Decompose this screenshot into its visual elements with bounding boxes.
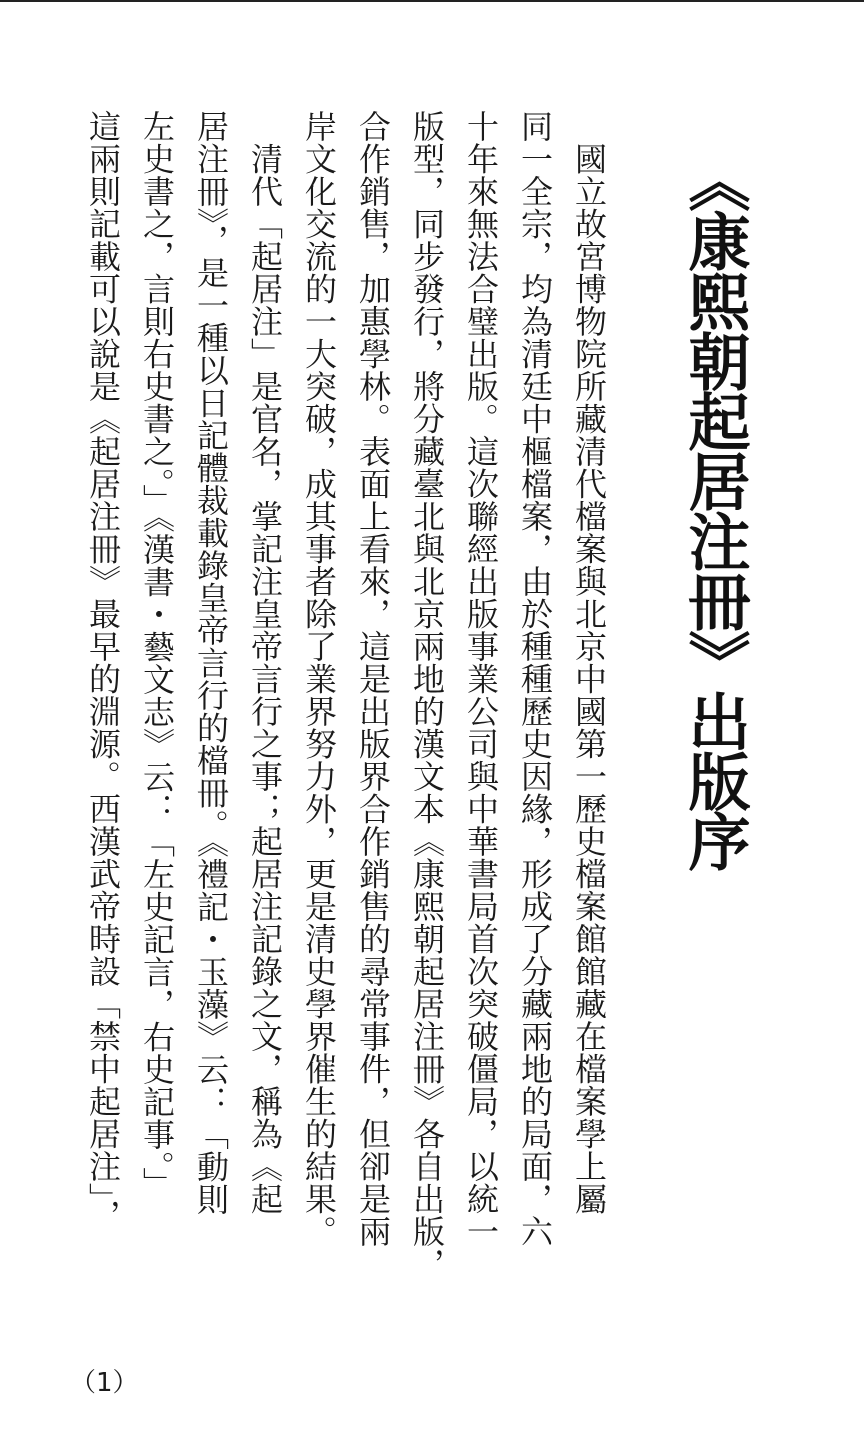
page-number: （1） <box>70 1368 139 1398</box>
text-column: 岸文化交流的一大突破，成其事者除了業界努力外，更是清史學界催生的結果。 <box>300 110 338 1248</box>
page-title: 《康熙朝起居注冊》出版序 <box>678 150 751 870</box>
text-column: 這兩則記載可以說是《起居注冊》最早的淵源。西漢武帝時設「禁中起居注」， <box>84 110 122 1232</box>
text-column: 國立故宮博物院所藏清代檔案與北京中國第一歷史檔案館館藏在檔案學上屬 <box>570 110 608 1215</box>
text-column: 清代「起居注」是官名，掌記注皇帝言行之事；起居注記錄之文，稱為《起 <box>246 110 284 1215</box>
text-column: 左史書之，言則右史書之。」《漢書・藝文志》云：「左史記言，右史記事。」 <box>138 110 176 1200</box>
text-column: 居注冊》，是一種以日記體裁載錄皇帝言行的檔冊。《禮記・玉藻》云：「動則 <box>192 110 230 1216</box>
text-column: 版型，同步發行，將分藏臺北與北京兩地的漢文本《康熙朝起居注冊》各自出版， <box>408 110 446 1280</box>
text-column: 十年來無法合璧出版。這次聯經出版事業公司與中華書局首次突破僵局，以統一 <box>462 110 500 1248</box>
text-column: 合作銷售，加惠學林。表面上看來，這是出版界合作銷售的尋常事件，但卻是兩 <box>354 110 392 1248</box>
text-column: 同一全宗，均為清廷中樞檔案，由於種種歷史因緣，形成了分藏兩地的局面，六 <box>516 110 554 1248</box>
top-rule <box>0 0 864 2</box>
preface-body <box>76 110 616 1330</box>
